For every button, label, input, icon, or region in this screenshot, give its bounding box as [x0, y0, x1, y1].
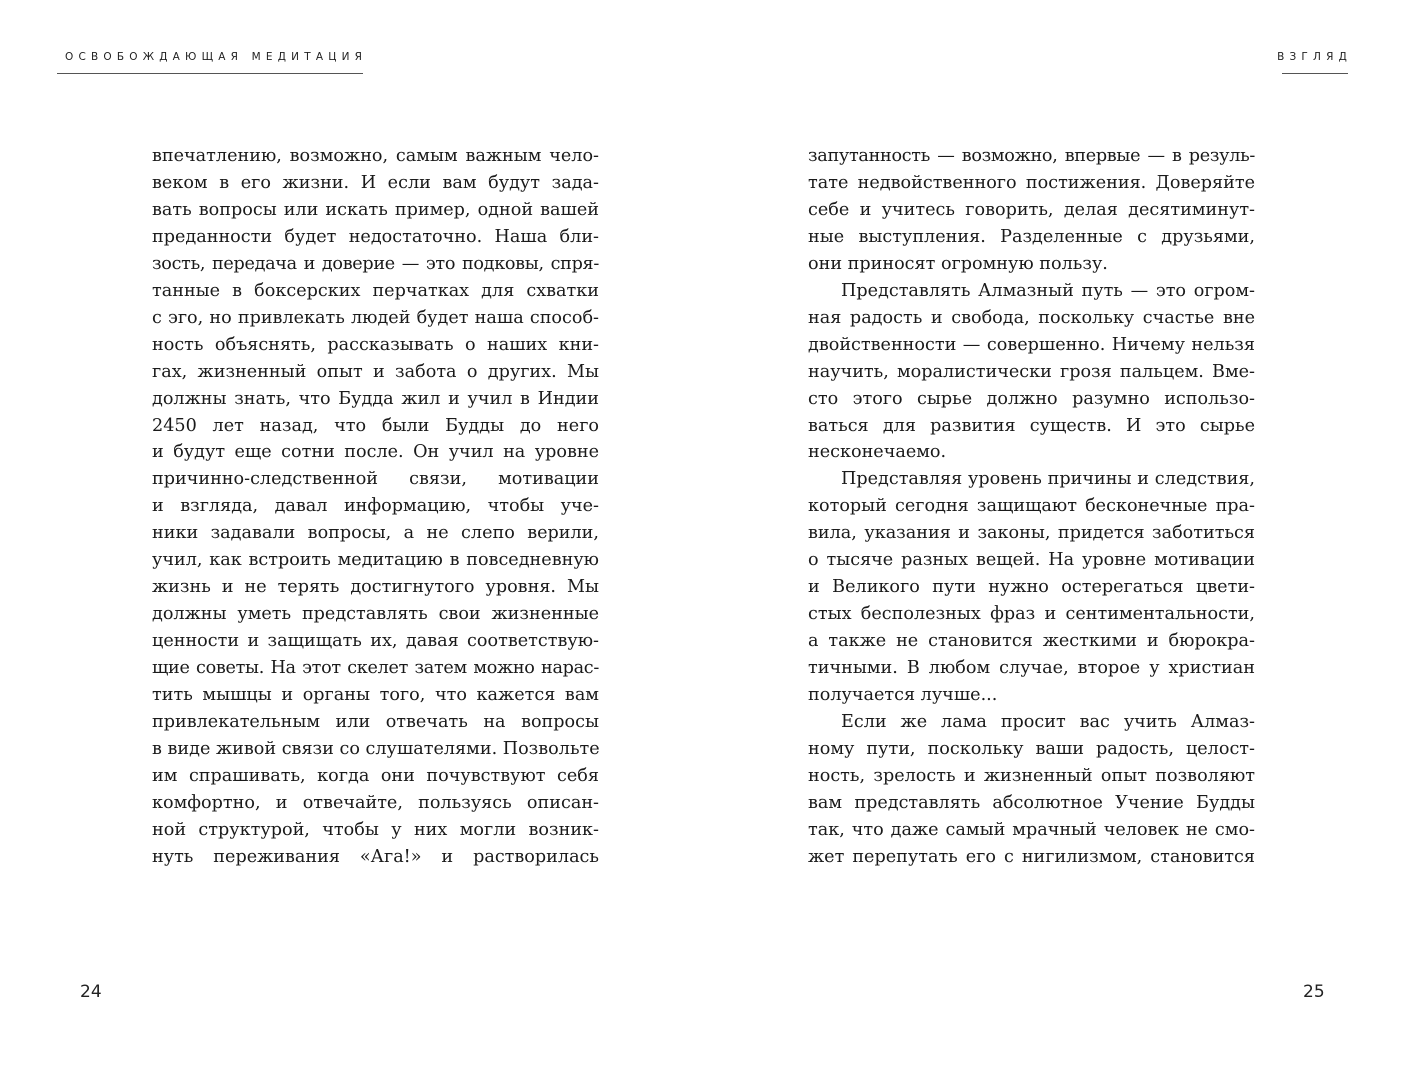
text-line: впечатлению, возможно, самым важным чело- [152, 146, 599, 166]
text-line: преданности будет недостаточно. Наша бли- [152, 226, 599, 247]
text-line: ной структурой, чтобы у них могли возник- [152, 819, 599, 840]
text-line: в виде живой связи со слушателями. Позвольте [152, 738, 600, 759]
text-line: научить, моралистически грозя пальцем. Вме- [808, 361, 1255, 382]
text-line: двойственности — совершенно. Ничему нельзя [808, 334, 1255, 355]
text-line: стых бесполезных фраз и сентиментальности, [808, 604, 1255, 625]
text-line: а также не становится жесткими и бюрокра- [808, 631, 1255, 652]
header-rule-right [1282, 73, 1348, 74]
text-line: вила, указания и законы, придется заботиться [808, 523, 1255, 544]
text-line: и будут еще сотни после. Он учил на уровне [152, 442, 599, 463]
text-line: который сегодня защищают бесконечные пра- [808, 496, 1255, 517]
text-line: так, что даже самый мрачный человек не смо- [808, 819, 1255, 840]
text-line: нуть переживания «Ага!» и растворилась [152, 846, 599, 867]
page-number-right: 25 [1303, 982, 1325, 1002]
text-line: зость, передача и доверие — это подковы, спря- [152, 253, 599, 274]
text-line: щие советы. На этот скелет затем можно нарас- [152, 658, 599, 679]
text-line: ность, зрелость и жизненный опыт позволяют [808, 765, 1255, 786]
text-line: должны знать, что Будда жил и учил в Индии [152, 388, 599, 409]
text-line: несконечаемо. [808, 442, 947, 463]
text-line: ная радость и свобода, поскольку счастье вне [808, 307, 1255, 328]
page-number-left: 24 [80, 982, 102, 1002]
text-line: ному пути, поскольку ваши радость, целост- [808, 738, 1255, 759]
text-line: Представлять Алмазный путь — это огром- [841, 280, 1255, 301]
text-line: жизнь и не терять достигнутого уровня. Мы [152, 577, 599, 598]
text-line: причинно-следственной связи, мотивации [152, 469, 599, 490]
text-line: привлекательным или отвечать на вопросы [152, 712, 599, 733]
right-page-body [808, 143, 1255, 871]
text-line: гах, жизненный опыт и забота о других. Мы [152, 361, 599, 382]
text-line: им спрашивать, когда они почувствуют себя [152, 765, 599, 786]
text-line: себе и учитесь говорить, делая десятиминут- [808, 199, 1255, 220]
text-line: тате недвойственного постижения. Доверяйте [808, 172, 1255, 193]
text-line: тить мышцы и органы того, что кажется вам [152, 685, 599, 706]
text-line: жет перепутать его с нигилизмом, становится [808, 846, 1255, 867]
text-line: ценности и защищать их, давая соответствую- [152, 631, 599, 652]
running-head-right: ВЗГЛЯД [1277, 51, 1352, 63]
text-line: сто этого сырье должно разумно использо- [808, 388, 1255, 409]
text-line: Если же лама просит вас учить Алмаз- [841, 712, 1255, 733]
text-line: запутанность — возможно, впервые — в резуль- [808, 146, 1255, 166]
left-page-body [152, 143, 599, 871]
text-line: учил, как встроить медитацию в повседневную [152, 550, 599, 571]
text-line: ваться для развития существ. И это сырье [808, 415, 1255, 436]
text-line: веком в его жизни. И если вам будут зада- [152, 172, 599, 193]
text-line: комфортно, и отвечайте, пользуясь описан- [152, 792, 599, 813]
running-head-left: ОСВОБОЖДАЮЩАЯ МЕДИТАЦИЯ [65, 51, 368, 63]
text-line: они приносят огромную пользу. [808, 253, 1108, 274]
text-line: тичными. В любом случае, второе у христиан [808, 658, 1255, 679]
text-line: танные в боксерских перчатках для схватки [152, 280, 599, 301]
text-line: ные выступления. Разделенные с друзьями, [808, 226, 1255, 247]
header-rule-left [57, 73, 363, 74]
text-line: получается лучше... [808, 685, 998, 706]
text-line: должны уметь представлять свои жизненные [152, 604, 599, 625]
text-line: и Великого пути нужно остерегаться цвети- [808, 577, 1255, 598]
text-line: ность объяснять, рассказывать о наших кни- [152, 334, 599, 355]
text-line: ники задавали вопросы, а не слепо верили, [152, 523, 599, 544]
text-line: о тысяче разных вещей. На уровне мотивации [808, 550, 1255, 571]
text-line: Представляя уровень причины и следствия, [841, 469, 1255, 490]
text-line: 2450 лет назад, что были Будды до него [152, 415, 599, 436]
text-line: вать вопросы или искать пример, одной вашей [152, 199, 599, 220]
text-line: с эго, но привлекать людей будет наша способ- [152, 307, 599, 328]
text-line: и взгляда, давал информацию, чтобы уче- [152, 496, 599, 517]
text-line: вам представлять абсолютное Учение Будды [808, 792, 1255, 813]
